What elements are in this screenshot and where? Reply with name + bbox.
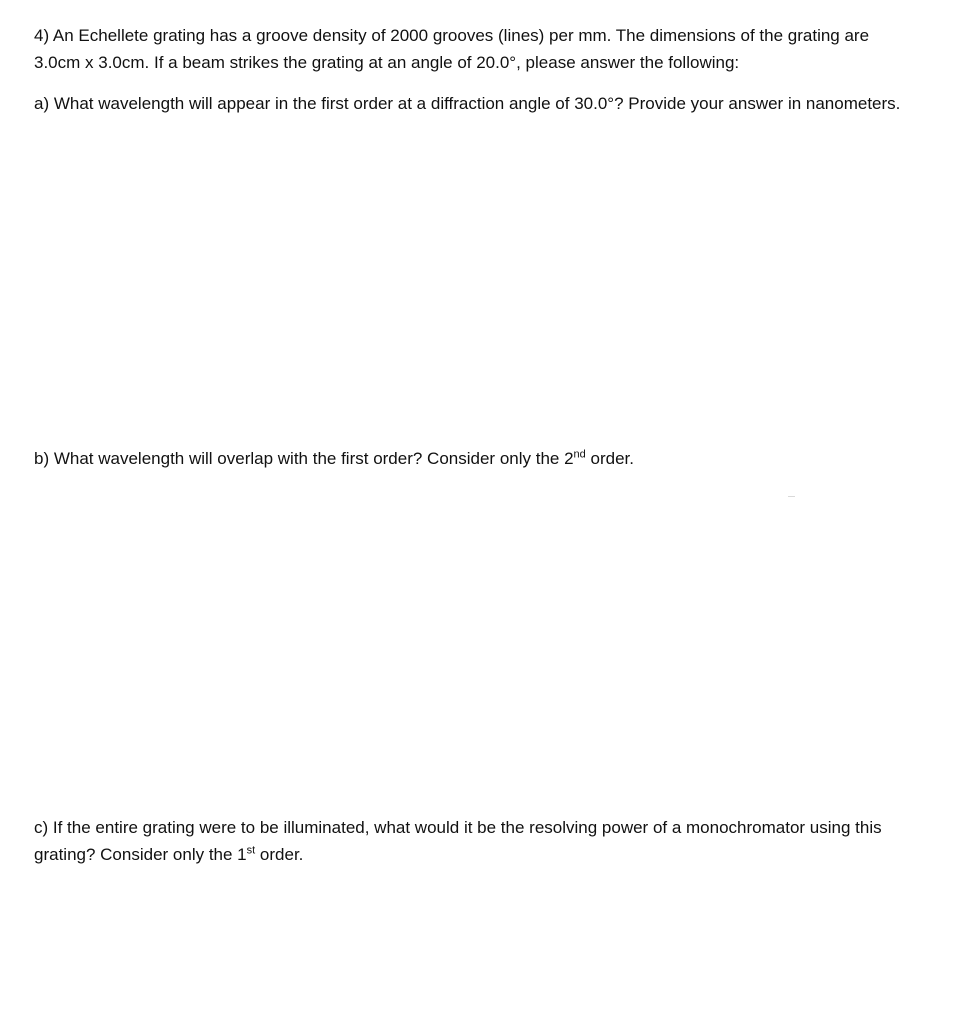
part-c-superscript: st (246, 844, 256, 857)
question-intro: 4) An Echellete grating has a groove density of 2000 grooves (lines) per mm. The dimensions of the grating are 3.0cm x 3.0cm. If a beam strikes the grating at an angle of 20.0°, please answer the following: (34, 26, 870, 72)
question-part-b (34, 445, 914, 472)
stray-mark (788, 496, 795, 497)
question-part-a: a) What wavelength will appear in the first order at a diffraction angle of 30.0°? Provide your answer in nanometers. (34, 94, 901, 113)
part-b-superscript: nd (573, 448, 586, 461)
part-b-text: b) What wavelength will overlap with the first order? Consider only the 2 (34, 449, 574, 468)
part-c-text-end: order. (255, 845, 304, 864)
part-c-text: c) If the entire grating were to be illuminated, what would it be the resolving power of a monochromator using this grating? Consider only the 1 (34, 818, 882, 864)
question-part-c (34, 814, 914, 868)
part-b-text-end: order. (585, 449, 634, 468)
